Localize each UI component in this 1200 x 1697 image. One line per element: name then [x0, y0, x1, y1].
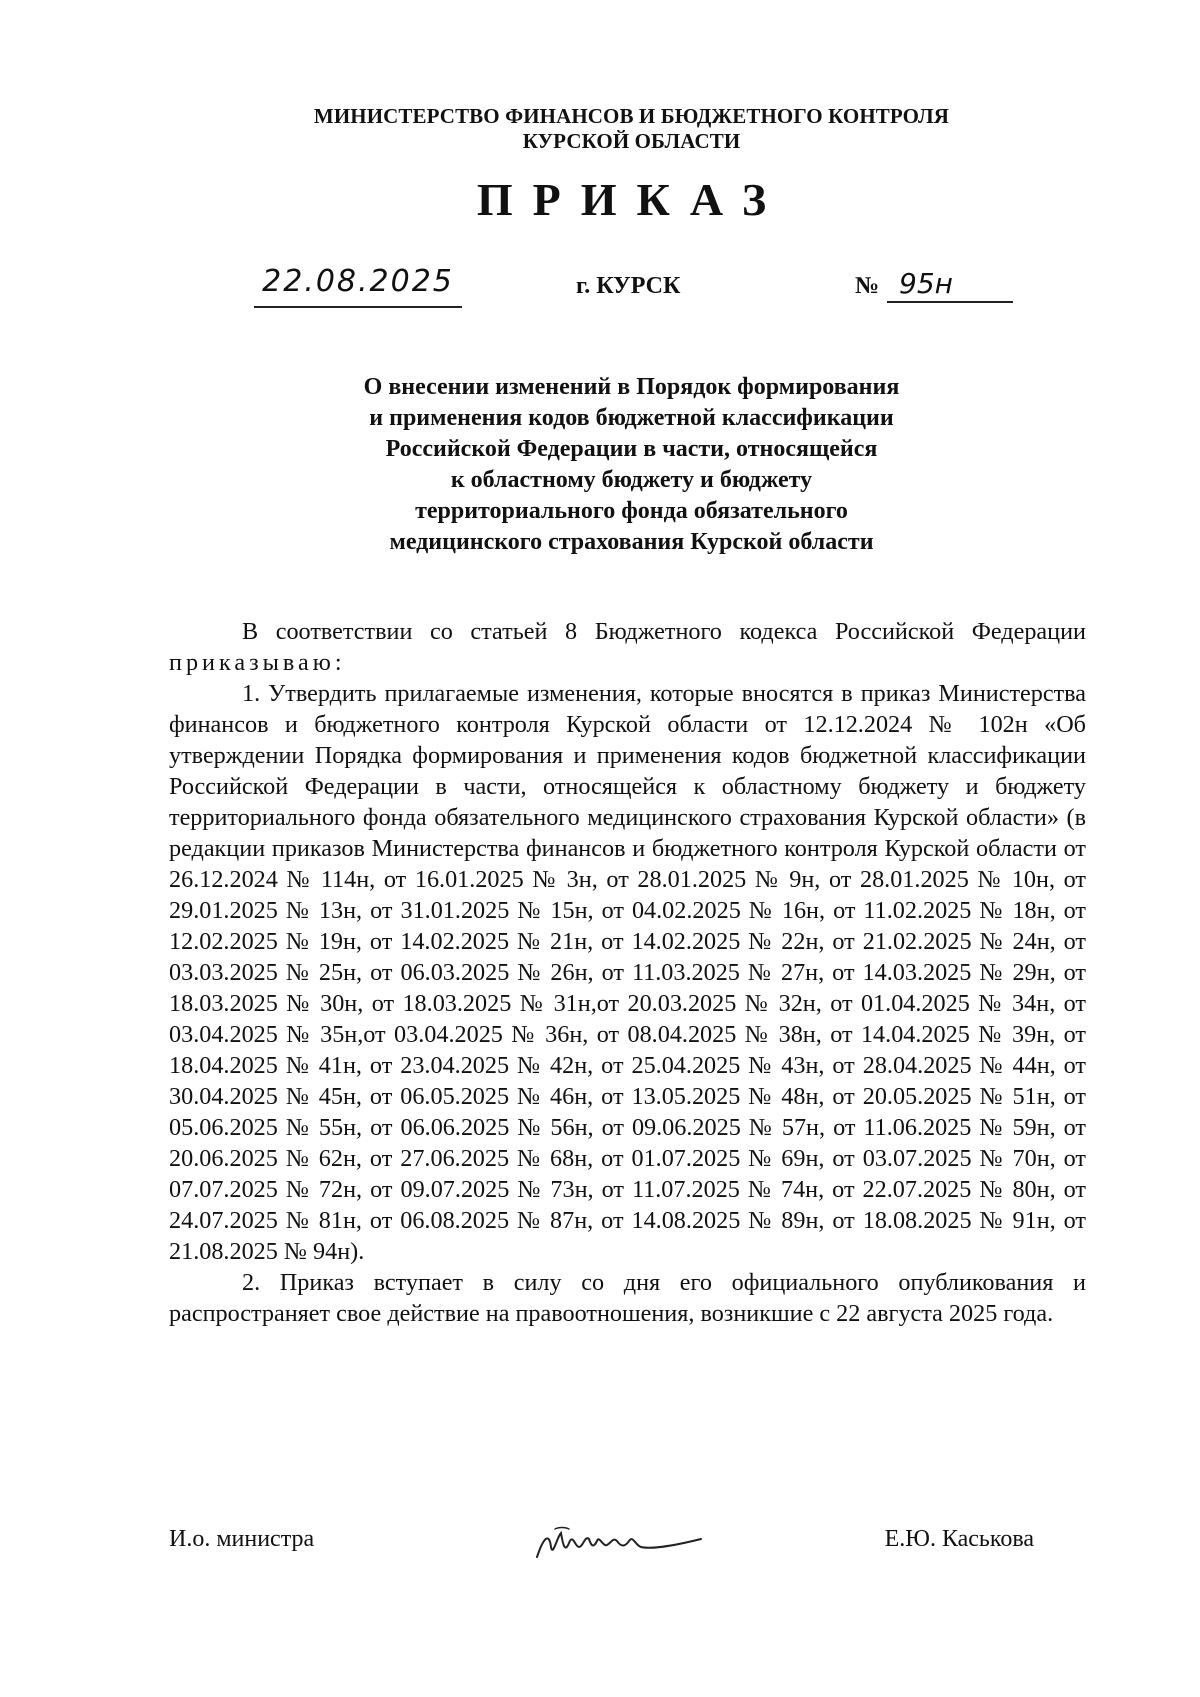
document-number: 95н: [887, 265, 1013, 303]
intro-text: В соответствии со статьей 8 Бюджетного кодекса Российской Федерации: [242, 618, 1086, 645]
subject-line: медицинского страхования Курской области: [389, 529, 874, 555]
order-word: приказываю: [169, 649, 335, 676]
subject-line: и применения кодов бюджетной классификации: [369, 405, 894, 431]
handwritten-signature: [529, 1517, 709, 1567]
document-subject: [0, 372, 1200, 558]
ministry-line-2: КУРСКОЙ ОБЛАСТИ: [522, 129, 741, 153]
document-city: г. КУРСК: [576, 273, 681, 299]
ministry-header: [0, 104, 1200, 154]
item-2-paragraph: 2. Приказ вступает в силу со дня его официального опубликования и распространяет свое действие на правоотношения, возникшие с 22 августа 2025 года.: [169, 1269, 1086, 1327]
intro-colon: :: [334, 649, 342, 676]
ministry-line-1: МИНИСТЕРСТВО ФИНАНСОВ И БЮДЖЕТНОГО КОНТРОЛЯ: [313, 104, 950, 128]
subject-line: к областному бюджету и бюджету: [450, 467, 813, 493]
document-title: ПРИКАЗ: [476, 174, 787, 225]
signer-position: И.о. министра: [169, 1526, 315, 1552]
item-1-paragraph: 1. Утвердить прилагаемые изменения, которые вносятся в приказ Министерства финансов и бюджетного контроля Курской области от 12.12.2024 № 102н «Об утверждении Порядка формирования и применения кодов бюджетной классификации Российской Федерации в части, относящейся к областному бюджету и бюджету территориального фонда обязательного медицинского страхования Курской области» (в редакции приказов Министерства финансов и бюджетного контроля Курской области от 26.12.2024 № 114н, от 16.01.2025 № 3н, от 28.01.2025 № 9н, от 28.01.2025 № 10н, от 29.01.2025 № 13н, от 31.01.2025 № 15н, от 04.02.2025 № 16н, от 11.02.2025 № 18н, от 12.02.2025 № 19н, от 14.02.2025 № 21н, от 14.02.2025 № 22н, от 21.02.2025 № 24н, от 03.03.2025 № 25н, от 06.03.2025 № 26н, от 11.03.2025 № 27н, от 14.03.2025 № 29н, от 18.03.2025 № 30н, от 18.03.2025 № 31н,от 20.03.2025 № 32н, от 01.04.2025 № 34н, от 03.04.2025 № 35н,от 03.04.2025 № 36н, от 08.04.2025 № 38н, от 14.04.2025 № 39н, от 18.04.2025 № 41н, от 23.04.2025 № 42н, от 25.04.2025 № 43н, от 28.04.2025 № 44н, от 30.04.2025 № 45н, от 06.05.2025 № 46н, от 13.05.2025 № 48н, от 20.05.2025 № 51н, от 05.06.2025 № 55н, от 06.06.2025 № 56н, от 09.06.2025 № 57н, от 11.06.2025 № 59н, от 20.06.2025 № 62н, от 27.06.2025 № 68н, от 01.07.2025 № 69н, от 03.07.2025 № 70н, от 07.07.2025 № 72н, от 09.07.2025 № 73н, от 11.07.2025 № 74н, от 22.07.2025 № 80н, от 24.07.2025 № 81н, от 06.08.2025 № 87н, от 14.08.2025 № 89н, от 18.08.2025 № 91н, от 21.08.2025 № 94н).: [169, 680, 1086, 1265]
document-date: 22.08.2025: [254, 262, 462, 308]
signature-block: [169, 1523, 1086, 1563]
document-body: [169, 616, 1086, 1329]
document-number-label: №: [855, 273, 880, 299]
subject-line: Российской Федерации в части, относящейся: [385, 436, 878, 462]
intro-paragraph: [169, 616, 1086, 678]
subject-line: О внесении изменений в Порядок формирования: [363, 374, 900, 400]
subject-line: территориального фонда обязательного: [415, 498, 848, 524]
signer-name: Е.Ю. Каськова: [884, 1526, 1034, 1552]
